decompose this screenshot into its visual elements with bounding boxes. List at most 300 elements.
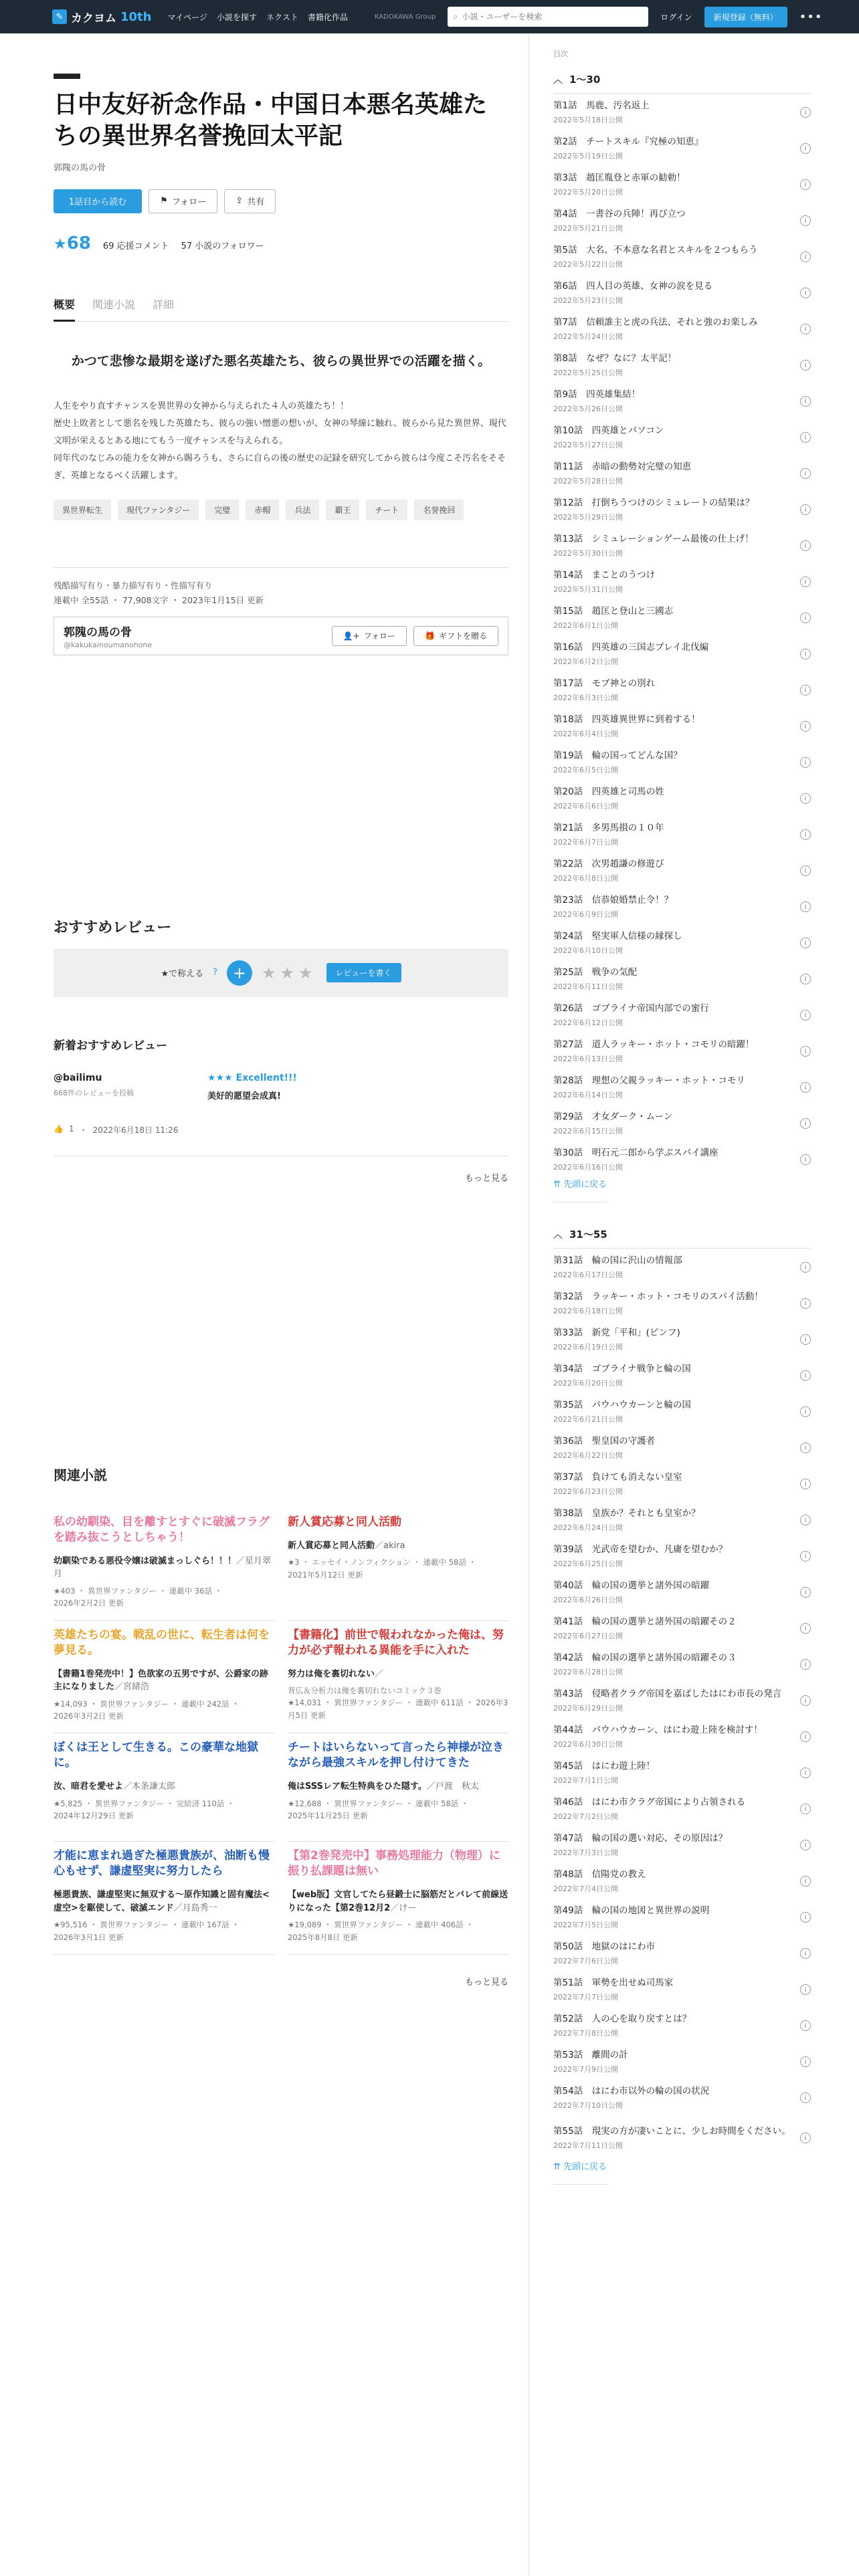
info-icon[interactable]: i	[800, 288, 811, 298]
episode-title: 第9話 四英雄集結！	[553, 389, 641, 401]
episode-text	[553, 858, 664, 883]
info-icon[interactable]: i	[800, 721, 811, 732]
related-novel-subtitle-text: 【書籍1巻発売中！】色欲家の五男ですが、公爵家の跡主になりました	[54, 1669, 269, 1693]
episode-title: 第26話 ゴブライナ帝国内部での蜜行	[553, 1003, 709, 1014]
episode-item[interactable]	[553, 1537, 811, 1574]
related-novel-meta	[288, 1685, 508, 1721]
follower-count[interactable]: 57 小説のフォロワー	[181, 241, 264, 251]
info-icon[interactable]: i	[800, 757, 811, 768]
episode-item[interactable]	[553, 1646, 811, 1682]
rating-stars[interactable]: ★★★	[262, 963, 317, 982]
episode-title: 第28話 理想の父親ラッキー・ホット・コモリ	[553, 1075, 745, 1087]
info-icon[interactable]: i	[800, 1334, 811, 1345]
episode-text	[553, 280, 712, 305]
header-nav-item[interactable]: マイページ	[167, 12, 207, 22]
info-icon[interactable]: i	[800, 1984, 811, 1995]
episode-item[interactable]	[553, 1357, 811, 1393]
related-novel-subtitle[interactable]	[54, 1780, 274, 1794]
info-icon[interactable]: i	[800, 324, 811, 334]
episode-item[interactable]	[553, 1501, 811, 1537]
episode-title: 第55話 現実の方が凄いことに、少しお時間をください。	[553, 2126, 791, 2137]
related-novel-meta-line: ★3 ・ エッセイ・ノンフィクション ・ 連載中 58話 ・	[288, 1558, 477, 1568]
info-icon[interactable]: i	[800, 1515, 811, 1525]
related-novel-subtitle-text: 新人賞応募と同人活動	[288, 1540, 375, 1551]
episode-item[interactable]	[553, 383, 811, 419]
episode-title: 第4話 一書谷の兵陣！再び立つ	[553, 209, 686, 220]
read-first-episode-button[interactable]: 1話目から読む	[54, 189, 142, 213]
episode-text	[553, 966, 637, 991]
related-novel-subtitle[interactable]	[288, 1539, 508, 1553]
arrow-up-icon: ⇈	[553, 2162, 564, 2172]
episode-item[interactable]	[553, 744, 811, 780]
info-icon[interactable]: i	[800, 1046, 811, 1057]
work-tabs	[54, 296, 508, 322]
info-icon[interactable]: i	[800, 107, 811, 118]
episode-title: 第45話 はにわ遊上陸！	[553, 1761, 656, 1772]
star-count[interactable]: ★68	[54, 233, 91, 253]
tag-chip[interactable]: 覇王	[326, 500, 359, 520]
episode-item[interactable]	[553, 238, 811, 274]
episode-item[interactable]	[553, 130, 811, 166]
episode-item[interactable]	[553, 1249, 811, 1285]
info-icon[interactable]: i	[800, 1804, 811, 1814]
info-icon[interactable]: i	[800, 1731, 811, 1742]
episode-text	[553, 822, 664, 847]
related-novel-subtitle[interactable]	[288, 1889, 508, 1915]
write-review-button[interactable]: レビューを書く	[326, 963, 401, 982]
episode-item[interactable]	[553, 1429, 811, 1465]
episode-item[interactable]	[553, 1935, 811, 1971]
search-icon: ⌕	[453, 11, 458, 22]
related-novel-title[interactable]: 才能に恵まれ過ぎた極悪貴族が、油断も慢心もせず、謙虚堅実に努力したら	[54, 1849, 270, 1879]
tag-chip[interactable]: 赤帽	[246, 500, 279, 520]
info-icon[interactable]: i	[800, 1082, 811, 1093]
info-icon[interactable]: i	[800, 432, 811, 443]
episode-item[interactable]	[553, 1610, 811, 1646]
info-icon[interactable]: i	[800, 1840, 811, 1850]
episode-item[interactable]	[553, 852, 811, 888]
info-icon[interactable]: i	[800, 649, 811, 659]
thumbs-up-icon[interactable]: 👍	[54, 1123, 64, 1134]
episode-title: 第2話 チートスキル『究極の知恵』	[553, 136, 704, 148]
episode-date: 2022年5月24日公開	[553, 332, 623, 341]
info-icon[interactable]: i	[800, 179, 811, 190]
info-icon[interactable]: i	[800, 793, 811, 804]
catchphrase: かつて悲惨な最期を遂げた悪名英雄たち、彼らの異世界での活躍を描く。	[71, 353, 491, 368]
episode-date: 2022年6月23日公開	[553, 1487, 623, 1496]
episode-item[interactable]	[553, 1285, 811, 1321]
info-icon[interactable]: i	[800, 865, 811, 876]
related-novel-author: ／宮緒浩	[114, 1682, 150, 1693]
related-novel-subtitle-text: 極悪貴族、謙虚堅実に無双する〜原作知識と固有魔法<虚空>を駆使して、破滅エンド	[54, 1890, 270, 1913]
related-novel-title[interactable]: 【書籍化】前世で報われなかった俺は、努力が必ず報われる異能を手に入れた	[288, 1628, 504, 1657]
back-to-top-link[interactable]	[553, 2162, 607, 2185]
info-icon[interactable]: i	[800, 504, 811, 515]
info-icon[interactable]: i	[800, 1442, 811, 1453]
episode-text	[553, 1905, 709, 1929]
episode-title: 第42話 輪の国の選挙と諸外国の暗躍その３	[553, 1652, 737, 1664]
episode-item[interactable]	[553, 1141, 811, 1177]
comment-count[interactable]: 69 応援コメント	[102, 241, 169, 251]
episode-title: 第6話 四人目の英雄、女神の涙を見る	[553, 281, 713, 292]
site-header	[0, 0, 859, 33]
episode-item[interactable]	[553, 310, 811, 346]
episode-date: 2022年6月8日公開	[553, 873, 618, 883]
site-logo[interactable]: ✎ カクヨム 10th	[52, 9, 151, 25]
toc-section-title: 1〜30	[569, 74, 601, 86]
episode-text	[553, 786, 664, 811]
episode-title: 第11話 赤暗の動勢対完璧の知恵	[553, 461, 692, 473]
info-icon[interactable]: i	[800, 685, 811, 695]
signup-button[interactable]: 新規登録（無料）	[704, 7, 787, 27]
toc-section-title: 31〜55	[569, 1228, 607, 1241]
info-icon[interactable]: i	[800, 1948, 811, 1959]
work-author[interactable]: 郭隗の馬の骨	[54, 163, 106, 173]
episode-title: 第13話 シミュレーションゲーム最後の仕上げ！	[553, 534, 754, 545]
related-novels-grid	[54, 1508, 508, 1955]
review-meta: 👍 1 ・ 2022年6月18日 11:26	[54, 1123, 179, 1135]
related-novel-meta-line: ★5,825 ・ 異世界ファンタジー ・ 完結済 110話 ・	[54, 1798, 235, 1808]
episode-text	[553, 1075, 745, 1099]
episode-title: 第43話 侵略者クラグ帝国を嘉ばしたはにわ市長の発言	[553, 1689, 782, 1700]
tag-chip[interactable]: 現代ファンタジー	[118, 500, 199, 520]
related-novel-card	[288, 1621, 508, 1734]
episode-text	[553, 172, 686, 197]
related-novel-subtitle[interactable]	[288, 1780, 508, 1794]
info-icon[interactable]: i	[800, 540, 811, 551]
login-link[interactable]: ログイン	[660, 12, 692, 22]
episode-item[interactable]	[553, 1069, 811, 1105]
episode-date: 2022年5月25日公開	[553, 368, 623, 377]
related-novel-meta-line: ★403 ・ 異世界ファンタジー ・ 連載中 36話 ・	[54, 1586, 223, 1596]
episode-text	[553, 714, 700, 738]
episode-item[interactable]	[553, 1790, 811, 1826]
episode-item[interactable]	[553, 924, 811, 960]
episode-item[interactable]	[553, 1971, 811, 2007]
info-icon[interactable]: i	[800, 1262, 811, 1273]
info-icon[interactable]: i	[800, 2133, 811, 2143]
introduction	[54, 398, 508, 485]
follow-work-button[interactable]: ⚑ フォロー	[149, 189, 217, 213]
episode-date: 2022年5月19日公開	[553, 151, 623, 160]
episode-text	[553, 1435, 655, 1460]
episode-title: 第7話 信頼誰主と虎の兵法、それと強のお楽しみ	[553, 317, 758, 328]
tab-item[interactable]: 関連小説	[92, 298, 136, 311]
reviewer-name[interactable]: @bailimu	[54, 1072, 102, 1083]
episode-date: 2022年5月31日公開	[553, 584, 623, 594]
info-icon[interactable]: i	[800, 215, 811, 226]
bookmark-plus-icon: ⚑	[160, 196, 168, 207]
tab-item[interactable]: 概要	[54, 296, 75, 322]
toc-section-header[interactable]	[553, 72, 811, 94]
help-icon[interactable]: ?	[213, 968, 217, 978]
episode-item[interactable]	[553, 1899, 811, 1935]
episode-date: 2022年7月8日公開	[553, 2028, 618, 2038]
related-novel-subtitle[interactable]	[54, 1555, 274, 1581]
reviewer-count: 668件のレビューを投稿	[54, 1088, 134, 1097]
episode-date: 2022年5月27日公開	[553, 440, 623, 449]
episode-date: 2022年6月22日公開	[553, 1451, 623, 1460]
episode-title: 第48話 信陽党の教え	[553, 1869, 646, 1881]
info-icon[interactable]: i	[800, 1010, 811, 1021]
info-icon[interactable]: i	[800, 938, 811, 948]
info-icon[interactable]: i	[800, 1876, 811, 1887]
episode-item[interactable]	[553, 1682, 811, 1718]
info-icon[interactable]: i	[800, 1767, 811, 1778]
info-icon[interactable]: i	[800, 901, 811, 912]
episode-date: 2022年6月5日公開	[553, 765, 618, 774]
episode-title: 第53話 離間の計	[553, 2050, 628, 2061]
related-novel-card	[288, 1842, 508, 1955]
related-novel-meta-line: 2025年8月8日 更新	[288, 1932, 359, 1942]
tab-item[interactable]: 詳細	[153, 298, 175, 311]
episode-title: 第50話 地獄のはにわ市	[553, 1941, 656, 1953]
episode-title: 第51話 軍勢を出せぬ司馬家	[553, 1977, 674, 1989]
header-nav-item[interactable]: 小説を探す	[217, 12, 258, 22]
episode-date: 2022年6月20日公開	[553, 1378, 623, 1388]
episode-text	[553, 1291, 763, 1315]
related-novel-title[interactable]: 私の幼馴染、目を離すとすぐに破滅フラグを踏み抜こうとしちゃう！	[54, 1515, 270, 1544]
info-icon[interactable]: i	[800, 576, 811, 587]
episode-text	[553, 1796, 745, 1821]
tag-chip[interactable]: 完璧	[205, 500, 239, 520]
episode-title: 第14話 まことのうつけ	[553, 570, 656, 581]
episode-date: 2022年6月18日公開	[553, 1306, 623, 1315]
episode-item[interactable]	[553, 2043, 811, 2079]
tag-chip[interactable]: 名誉挽回	[414, 500, 464, 520]
episode-text	[553, 930, 682, 955]
add-star-button[interactable]: +	[227, 960, 252, 986]
episode-item[interactable]	[553, 2115, 811, 2159]
related-novel-meta-line: 背広＆分析力は俺を裏切れないコミック３巻	[288, 1686, 442, 1696]
toc-section-header[interactable]	[553, 1227, 811, 1249]
episode-item[interactable]	[553, 491, 811, 527]
related-novel-subtitle[interactable]	[54, 1668, 274, 1694]
episode-item[interactable]	[553, 888, 811, 924]
new-reviews-heading: 新着おすすめレビュー	[54, 1039, 168, 1053]
episode-item[interactable]	[553, 166, 811, 202]
episode-item[interactable]	[553, 816, 811, 852]
episode-item[interactable]	[553, 94, 811, 130]
chevron-up-icon: ︿	[553, 74, 563, 86]
info-icon[interactable]: i	[800, 1479, 811, 1489]
episode-item[interactable]	[553, 2079, 811, 2115]
work-notes	[54, 567, 508, 609]
episode-item[interactable]	[553, 780, 811, 816]
episode-item[interactable]	[553, 996, 811, 1033]
related-novel-meta-line: ★14,031 ・ 異世界ファンタジー ・ 連載中 611話 ・ 2026年3月5日 更新	[288, 1698, 508, 1720]
episode-text	[553, 100, 650, 124]
info-icon[interactable]: i	[800, 1912, 811, 1923]
more-reviews-link[interactable]: もっと見る	[54, 1156, 508, 1184]
related-novel-author: ／星月翠月	[54, 1555, 272, 1580]
episode-text	[553, 1652, 737, 1677]
episode-item[interactable]	[553, 635, 811, 671]
episode-date: 2022年7月2日公開	[553, 1812, 618, 1821]
info-icon[interactable]: i	[800, 1298, 811, 1309]
info-icon[interactable]: i	[800, 360, 811, 370]
episode-text	[553, 1977, 673, 2002]
tag-chip[interactable]: 異世界転生	[54, 500, 111, 520]
episode-date: 2022年6月19日公開	[553, 1342, 623, 1352]
back-to-top-link[interactable]	[553, 1180, 607, 1202]
info-icon[interactable]: i	[800, 1118, 811, 1129]
episode-title: 第22話 次男趙謙の修遊び	[553, 859, 664, 870]
info-icon[interactable]: i	[800, 1659, 811, 1670]
episode-item[interactable]	[553, 274, 811, 310]
star-icon: ★	[54, 235, 67, 253]
related-novel-title[interactable]: 英雄たちの宴。戦乱の世に、転生者は何を夢見る。	[54, 1628, 270, 1657]
info-icon[interactable]: i	[800, 1695, 811, 1706]
episode-title: 第21話 多男馬損の１０年	[553, 823, 664, 834]
share-button[interactable]: ⇪ 共有	[224, 189, 276, 213]
related-novel-title[interactable]: 新人賞応募と同人活動	[288, 1515, 401, 1529]
follow-author-button[interactable]: 👤+ フォロー	[332, 626, 407, 646]
more-menu-icon[interactable]: •••	[799, 9, 823, 24]
related-novel-subtitle-text: 努力は俺を裏切れない	[288, 1669, 375, 1679]
episode-text	[553, 1724, 763, 1749]
related-novel-card	[288, 1733, 508, 1842]
episode-item[interactable]	[553, 2007, 811, 2043]
review-text[interactable]: 美好的愿望会成真!	[207, 1091, 281, 1101]
info-icon[interactable]: i	[800, 143, 811, 154]
related-novel-subtitle[interactable]	[54, 1889, 274, 1915]
send-gift-button[interactable]: 🎁 ギフトを贈る	[413, 626, 498, 646]
episode-date: 2022年6月14日公開	[553, 1090, 623, 1099]
episode-text	[553, 677, 655, 702]
episode-item[interactable]	[553, 1826, 811, 1862]
episode-text	[553, 1580, 709, 1604]
episode-title: 第27話 道人ラッキー・ホット・コモリの暗躍！	[553, 1039, 755, 1051]
episode-title: 第52話 人の心を取り戻すとは？	[553, 2014, 692, 2025]
episode-item[interactable]	[553, 599, 811, 635]
review-like-count: 1	[68, 1123, 74, 1134]
related-novel-meta-line: 2021年5月12日 更新	[288, 1570, 363, 1580]
episode-item[interactable]	[553, 1105, 811, 1141]
episode-title: 第29話 才女ダーク・ムーン	[553, 1111, 673, 1123]
info-icon[interactable]: i	[800, 1587, 811, 1598]
episode-date: 2022年7月11日公開	[553, 2141, 623, 2150]
episode-text	[553, 1363, 691, 1388]
info-icon[interactable]: i	[800, 1154, 811, 1165]
episode-title: 第54話 はにわ市以外の輪の国の状況	[553, 2086, 710, 2097]
episode-date: 2022年6月16日公開	[553, 1162, 623, 1172]
related-novel-author: ／	[375, 1669, 384, 1679]
main-content	[54, 33, 508, 1988]
info-icon[interactable]: i	[800, 2056, 811, 2067]
episode-text	[553, 1941, 655, 1965]
episode-date: 2022年6月7日公開	[553, 837, 618, 847]
episode-date: 2022年5月22日公開	[553, 259, 623, 269]
episode-item[interactable]	[553, 1862, 811, 1899]
episode-title: 第8話 なぜ？なに？太平記！	[553, 353, 677, 364]
episode-item[interactable]	[553, 455, 811, 491]
episode-item[interactable]	[553, 1321, 811, 1357]
search-input[interactable]	[462, 12, 643, 21]
episode-text	[553, 1507, 700, 1532]
back-to-top-label: 先頭に戻る	[563, 2162, 607, 2172]
related-novel-meta-line: ★95,516 ・ 異世界ファンタジー ・ 連載中 167話 ・	[54, 1920, 240, 1930]
info-icon[interactable]: i	[800, 1370, 811, 1381]
episode-text	[553, 641, 708, 666]
episode-date: 2022年6月27日公開	[553, 1631, 623, 1640]
work-title: 日中友好祈念作品・中国日本悪名英雄たちの異世界名誉挽回太平記	[54, 91, 488, 150]
related-novel-subtitle[interactable]	[288, 1668, 508, 1681]
episode-item[interactable]	[553, 1033, 811, 1069]
episode-text	[553, 389, 640, 413]
info-icon[interactable]: i	[800, 2020, 811, 2031]
more-related-link[interactable]: もっと見る	[464, 1977, 508, 1988]
info-icon[interactable]: i	[800, 974, 811, 984]
episode-title: 第10話 四英雄とパソコン	[553, 425, 664, 437]
tag-chip[interactable]: 兵法	[286, 500, 319, 520]
related-novel-meta	[54, 1919, 274, 1943]
related-novel-title[interactable]: ぼくは王として生きる。この豪華な地獄に。	[54, 1741, 258, 1770]
related-novel-subtitle-text: 【web版】文官してたら昼鍛士に脳筋だとバレて前線送りになった【第2巻12月2	[288, 1890, 508, 1913]
episode-text	[553, 894, 673, 919]
episode-item[interactable]	[553, 1754, 811, 1790]
episode-item[interactable]	[553, 563, 811, 599]
author-card-name[interactable]: 郭隗の馬の骨	[64, 625, 132, 639]
episode-title: 第47話 輪の国の選い対応、その原因は？	[553, 1833, 728, 1844]
related-novel-card	[288, 1508, 508, 1621]
info-icon[interactable]: i	[800, 1623, 811, 1634]
info-icon[interactable]: i	[800, 2092, 811, 2103]
episode-item[interactable]	[553, 1465, 811, 1501]
episode-date: 2022年7月1日公開	[553, 1776, 618, 1785]
related-novel-card	[54, 1842, 274, 1955]
search-box[interactable]	[448, 7, 648, 27]
episode-date: 2022年6月1日公開	[553, 621, 618, 630]
related-novel-meta	[54, 1698, 274, 1723]
related-novel-title[interactable]: 【第2巻発売中】事務処理能力（物理）に振り払課題は無い	[288, 1849, 500, 1879]
episode-text	[553, 1039, 754, 1063]
review-date: 2022年6月18日 11:26	[92, 1125, 179, 1135]
episode-item[interactable]	[553, 1574, 811, 1610]
rate-box	[54, 949, 508, 997]
related-novel-meta-line: 2026年2月2日 更新	[54, 1598, 124, 1608]
info-icon[interactable]: i	[800, 613, 811, 623]
episode-item[interactable]	[553, 960, 811, 996]
related-novel-title[interactable]: チートはいらないって言ったら神様が泣きながら最強スキルを押し付けてきた	[288, 1741, 504, 1770]
info-icon[interactable]: i	[800, 829, 811, 840]
introduction-text: 人生をやり直すチャンスを異世界の女神から与えられた４人の英雄たち！！ 歴史上敗者として悪名を残した英雄たち、彼らの強い憎悪の想いが、女神の琴線に触れ、彼らから見た異世界、現代文明が栄えるとある地にてもう一度チャンスを与えられる。 同年代のなじみの能力を女神から賜ろうも、さらに自らの後の歴史の記録を研究してから彼らは今度こそ汚名をそそぎ、英雄となるべく活躍します。	[54, 401, 506, 481]
episode-title: 第30話 明石元二郎から学ぶスパイ講座	[553, 1148, 719, 1159]
kakuyomu-logo-icon: ✎	[52, 9, 67, 24]
info-icon[interactable]: i	[800, 468, 811, 479]
episode-date: 2022年6月10日公開	[553, 946, 623, 955]
header-nav-item[interactable]: ネクスト	[266, 12, 298, 22]
episode-item[interactable]	[553, 671, 811, 708]
episode-item[interactable]	[553, 419, 811, 455]
info-icon[interactable]: i	[800, 251, 811, 262]
info-icon[interactable]: i	[800, 1406, 811, 1417]
info-icon[interactable]: i	[800, 396, 811, 407]
episode-text	[553, 1688, 781, 1713]
tag-chip[interactable]: チート	[366, 500, 407, 520]
episode-item[interactable]	[553, 202, 811, 238]
episode-item[interactable]	[553, 527, 811, 563]
episode-item[interactable]	[553, 1718, 811, 1754]
episode-item[interactable]	[553, 1393, 811, 1429]
episode-item[interactable]	[553, 708, 811, 744]
header-nav-item[interactable]: 書籍化作品	[307, 12, 348, 22]
info-icon[interactable]: i	[800, 1551, 811, 1562]
episode-date: 2022年6月2日公開	[553, 657, 618, 666]
episode-item[interactable]	[553, 346, 811, 383]
episode-text	[553, 605, 673, 630]
header-nav	[167, 11, 347, 23]
